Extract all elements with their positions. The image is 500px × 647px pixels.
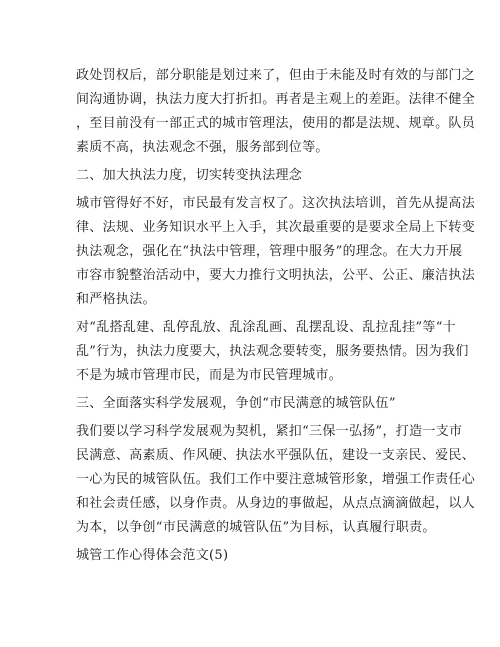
text-line: 不是为城市管理市民，而是为市民管理城市。: [76, 368, 343, 383]
text-line: ，至目前没有一部正式的城市管理法，使用的都是法规、规章。队员: [76, 116, 476, 131]
paragraph-intro: [76, 64, 476, 160]
text-line: 和严格执法。: [76, 292, 156, 307]
text-line: 律、法规、业务知识水平上入手，其次最重要的是要求全局上下转变: [76, 220, 476, 235]
text-line: 我们要以学习科学发展观为契机，紧扣“三保一弘扬”，打造一支市: [76, 424, 463, 439]
text-line: 素质不高，执法观念不强，服务部到位等。: [76, 140, 329, 155]
text-line: 和社会责任感，以身作责。从身边的事做起，从点点滴滴做起，以人: [76, 496, 476, 511]
text-line: 为本，以争创“市民满意的城管队伍”为目标，认真履行职责。: [76, 520, 436, 535]
heading-line: 三、全面落实科学发展观，争创“市民满意的城管队伍”: [76, 396, 396, 411]
paragraph-development: [76, 420, 476, 540]
text-line: 执法观念，强化在“执法中管理，管理中服务”的理念。在大力开展: [76, 244, 463, 259]
paragraph-enforcement: [76, 192, 476, 312]
next-section-title: [76, 544, 428, 568]
text-line: 政处罚权后，部分职能是划过来了，但由于未能及时有效的与部门之: [76, 68, 476, 83]
text-line: 间沟通协调，执法力度大打折扣。再者是主观上的差距。法律不健全: [76, 92, 476, 107]
text-line: 对“乱搭乱建、乱停乱放、乱涂乱画、乱摆乱设、乱拉乱挂”等“十: [76, 320, 456, 335]
text-line: 市容市貌整治活动中，要大力推行文明执法，公平、公正、廉洁执法: [76, 268, 476, 283]
heading-line: 二、加大执法力度，切实转变执法理念: [76, 168, 303, 183]
text-line: 一心为民的城管队伍。我们工作中要注意城管形象，增强工作责任心: [76, 472, 476, 487]
text-line: 乱”行为，执法力度要大，执法观念要转变，服务要热情。因为我们: [76, 344, 469, 359]
text-line: 民满意、高素质、作风硬、执法水平强队伍，建设一支亲民、爱民、: [76, 448, 476, 463]
paragraph-ten-disorders: [76, 316, 469, 388]
section-heading-3: [76, 392, 428, 416]
document-page: [76, 64, 476, 568]
heading-line: 城管工作心得体会范文(5): [76, 548, 229, 563]
section-heading-2: [76, 164, 428, 188]
text-line: 城市管得好不好，市民最有发言权了。这次执法培训，首先从提高法: [76, 196, 476, 211]
